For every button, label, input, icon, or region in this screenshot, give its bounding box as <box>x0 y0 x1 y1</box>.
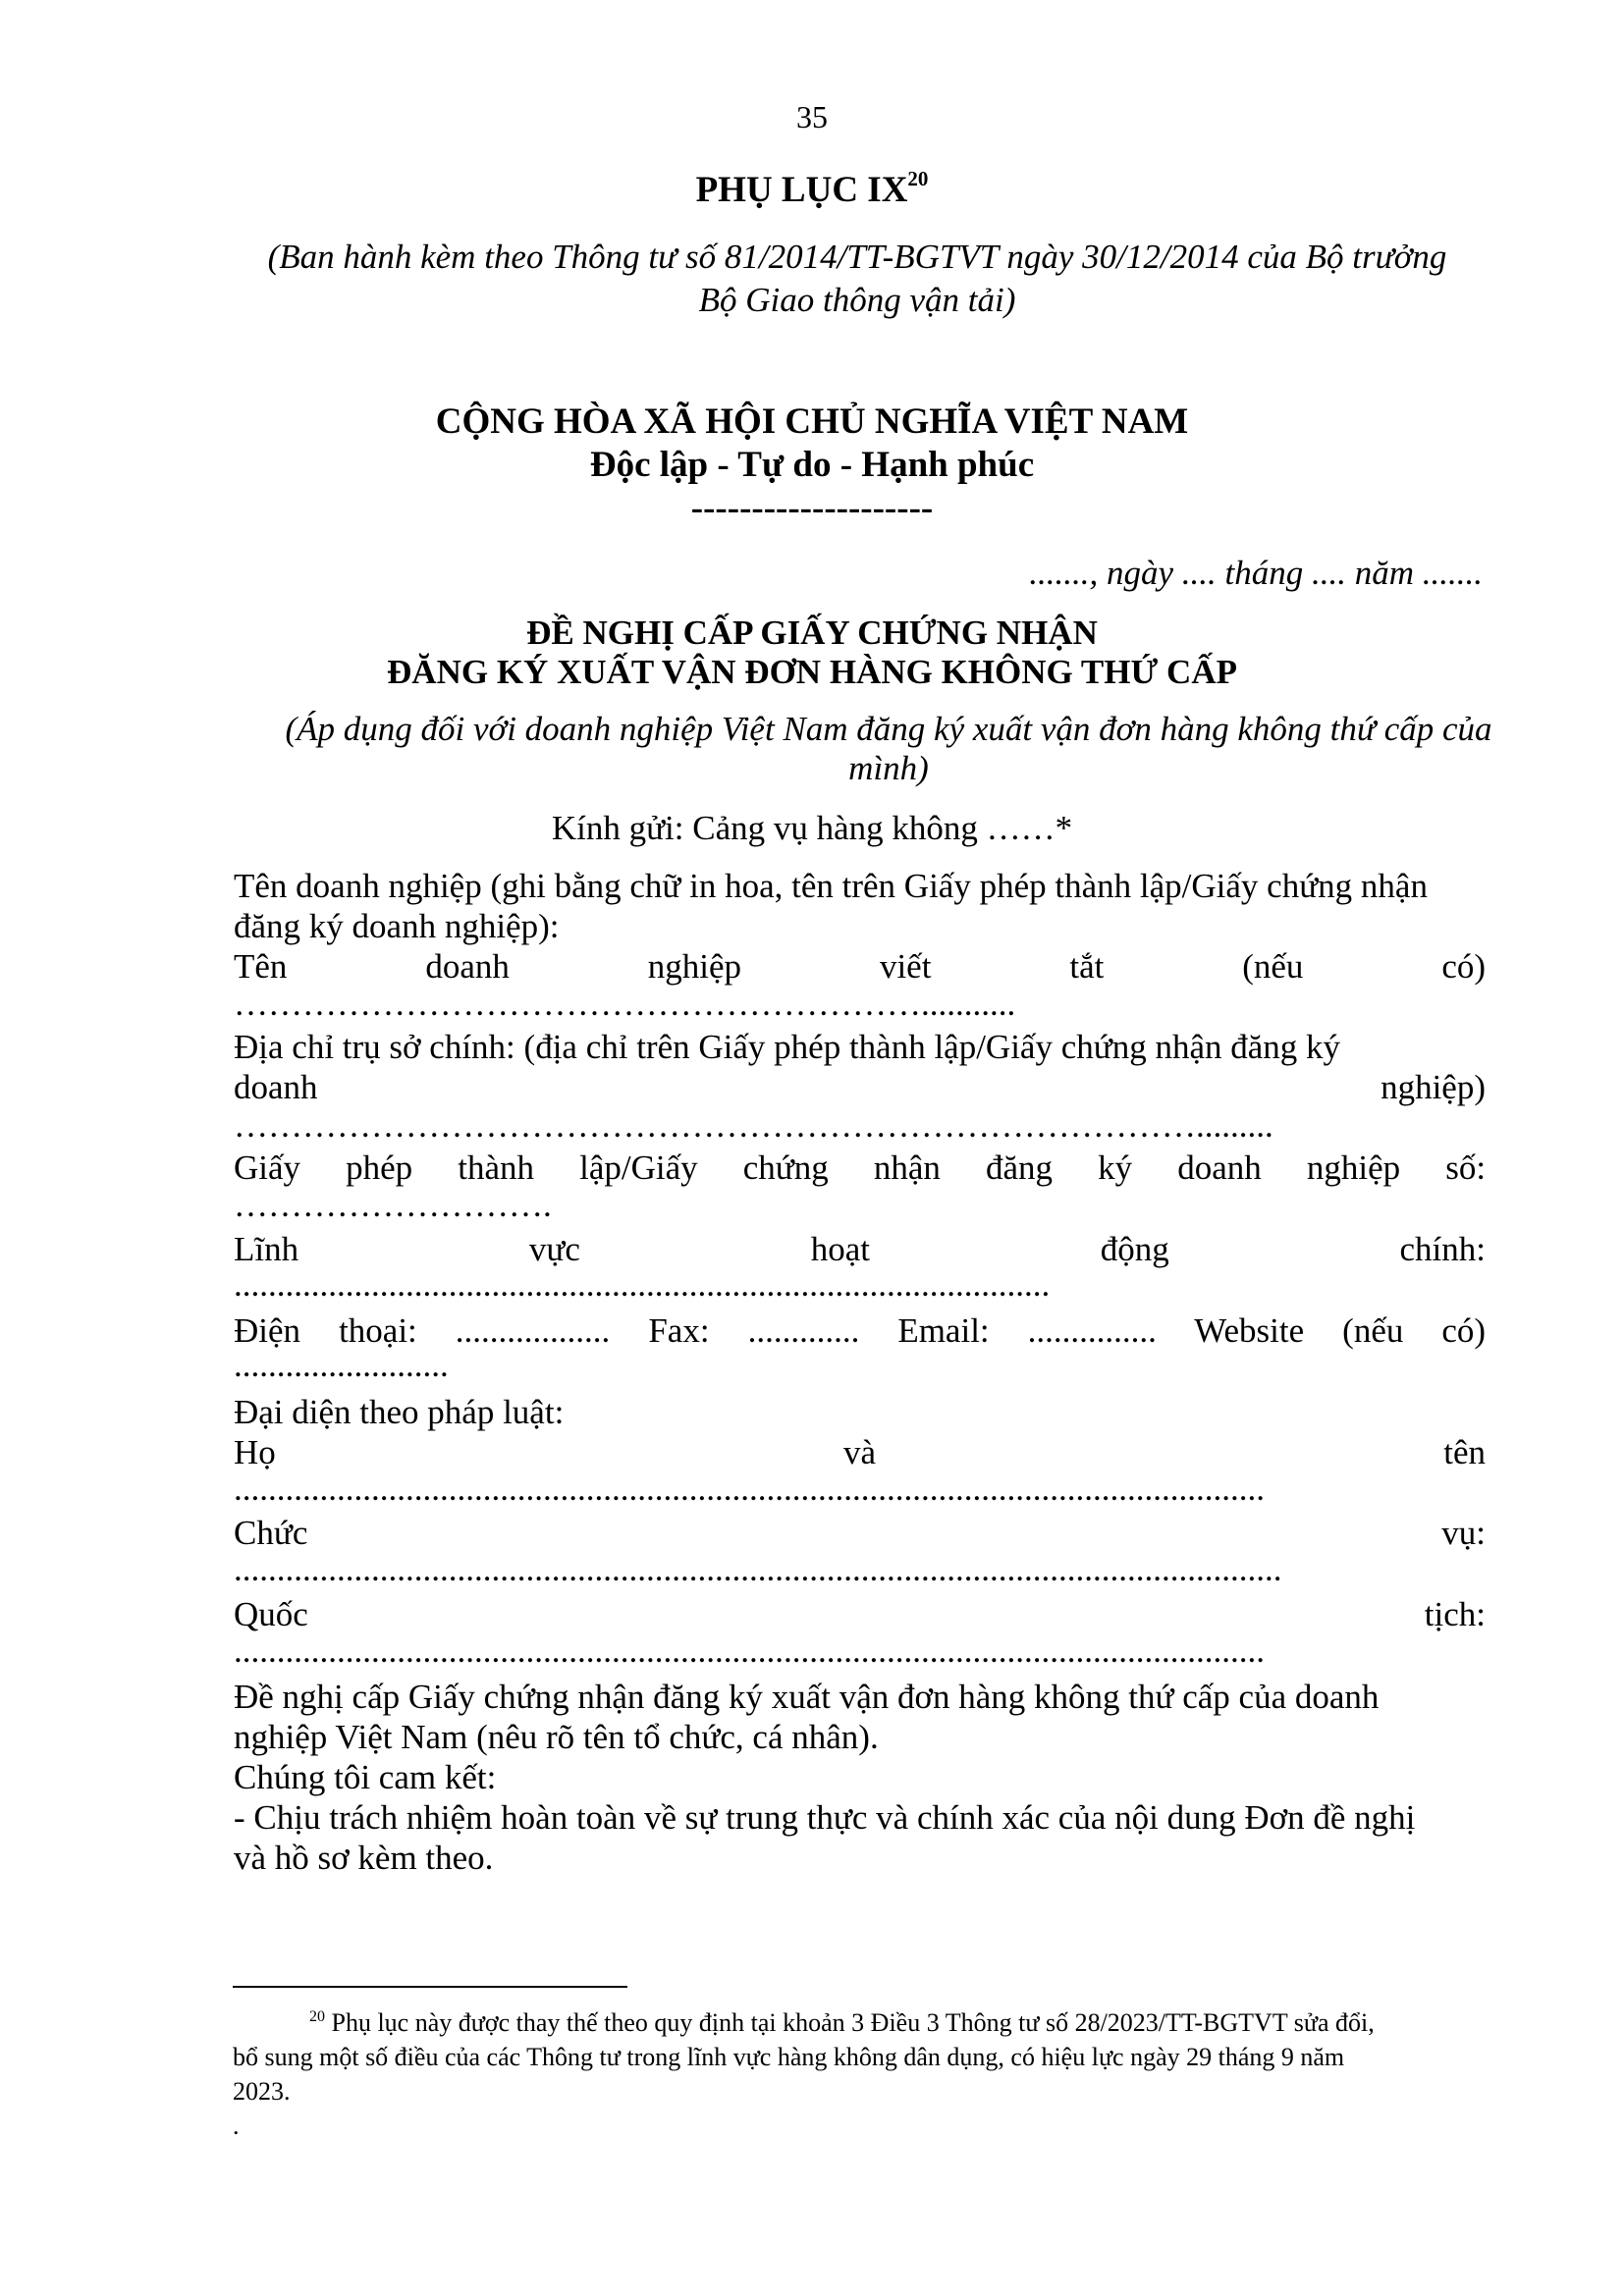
company-name-line2: đăng ký doanh nghiệp): <box>234 907 560 945</box>
commitment-line1: - Chịu trách nhiệm hoàn toàn về sự trung thực và chính xác của nội dung Đơn đề nghị <box>234 1798 1416 1837</box>
date-line: ......., ngày .... tháng .... năm ....... <box>1029 554 1483 592</box>
appendix-title-text: PHỤ LỤC IX <box>695 170 908 210</box>
national-motto: Độc lập - Tự do - Hạnh phúc <box>589 445 1035 485</box>
commitment-heading: Chúng tôi cam kết: <box>234 1758 497 1796</box>
address-line2: doanh nghiệp) <box>234 1068 1486 1106</box>
fax-blank[interactable]: ............. <box>747 1311 860 1350</box>
company-name-line1: Tên doanh nghiệp (ghi bằng chữ in hoa, tên trên Giấy phép thành lập/Giấy chứng nhận <box>234 867 1428 905</box>
footnote-line3: 2023. <box>233 2077 291 2106</box>
request-line1: Đề nghị cấp Giấy chứng nhận đăng ký xuất vận đơn hàng không thứ cấp của doanh <box>234 1678 1380 1716</box>
nationality-blank[interactable]: ........................................................................................................................ <box>234 1631 1265 1670</box>
phone-blank[interactable]: .................. <box>455 1311 611 1350</box>
contact-line: Điện thoại: .................. Fax: ............. Email: ............... Website (nếu có) <box>234 1311 1486 1350</box>
license-number-blank[interactable]: ………………………. <box>234 1186 552 1224</box>
footnote-ref: 20 <box>907 167 929 190</box>
applies-note-line1: (Áp dụng đối với doanh nghiệp Việt Nam đăng ký xuất vận đơn hàng không thứ cấp của <box>285 710 1492 748</box>
footnote-line2: bổ sung một số điều của các Thông tư trong lĩnh vực hàng không dân dụng, có hiệu lực ngày 29 tháng 9 năm <box>233 2043 1345 2071</box>
full-name-blank[interactable]: ........................................................................................................................ <box>234 1469 1265 1508</box>
business-field-label: Lĩnh vực hoạt động chính: <box>234 1230 1486 1268</box>
full-name-label: Họ và tên <box>234 1433 1486 1471</box>
nationality-label: Quốc tịch: <box>234 1595 1486 1633</box>
abbr-name-label: Tên doanh nghiệp viết tắt (nếu có) <box>234 947 1486 986</box>
footnote-line1: $^{20}$ Phụ lục này được thay thế theo quy định tại khoản 3 Điều 3 Thông tư số 28/2023/TT-BGTVT sửa đổi, <box>309 2008 1375 2037</box>
page-number: 35 <box>796 99 828 134</box>
address-line1: Địa chỉ trụ sở chính: (địa chỉ trên Giấy phép thành lập/Giấy chứng nhận đăng ký <box>234 1028 1341 1066</box>
request-line2: nghiệp Việt Nam (nêu rõ tên tổ chức, cá nhân). <box>234 1718 879 1756</box>
header-divider: -------------------- <box>690 488 934 528</box>
footnote-line4: . <box>233 2111 240 2140</box>
footnote-divider <box>233 1986 627 1988</box>
business-field-blank[interactable]: ............................................................................................... <box>234 1265 1051 1304</box>
footnote-number: 20 <box>309 2008 325 2025</box>
position-label: Chức vụ: <box>234 1514 1486 1552</box>
abbr-name-blank[interactable]: ……………………………………………………........... <box>234 985 1016 1023</box>
website-blank[interactable]: ......................... <box>234 1346 449 1384</box>
issued-note-line1: (Ban hành kèm theo Thông tư số 81/2014/TT-BGTVT ngày 30/12/2014 của Bộ trưởng <box>267 238 1447 276</box>
license-number-label: Giấy phép thành lập/Giấy chứng nhận đăng ký doanh nghiệp số: <box>234 1148 1486 1187</box>
applies-note-line2: mình) <box>848 749 929 787</box>
position-blank[interactable]: .......................................................................................................................... <box>234 1550 1282 1588</box>
recipient-line: Kính gửi: Cảng vụ hàng không ……* <box>551 809 1073 847</box>
address-blank[interactable]: …………………………………………………………………………......... <box>234 1106 1273 1145</box>
issued-note-line2: Bộ Giao thông vận tải) <box>698 281 1016 319</box>
form-title-line1: ĐỀ NGHỊ CẤP GIẤY CHỨNG NHẬN <box>526 614 1098 652</box>
commitment-line2: và hồ sơ kèm theo. <box>234 1839 494 1877</box>
appendix-title <box>0 169 1624 212</box>
country-name: CỘNG HÒA XÃ HỘI CHỦ NGHĨA VIỆT NAM <box>435 401 1189 442</box>
form-title-line2: ĐĂNG KÝ XUẤT VẬN ĐƠN HÀNG KHÔNG THỨ CẤP <box>387 653 1237 691</box>
legal-representative-label: Đại diện theo pháp luật: <box>234 1393 565 1431</box>
email-blank[interactable]: ............... <box>1027 1311 1157 1350</box>
